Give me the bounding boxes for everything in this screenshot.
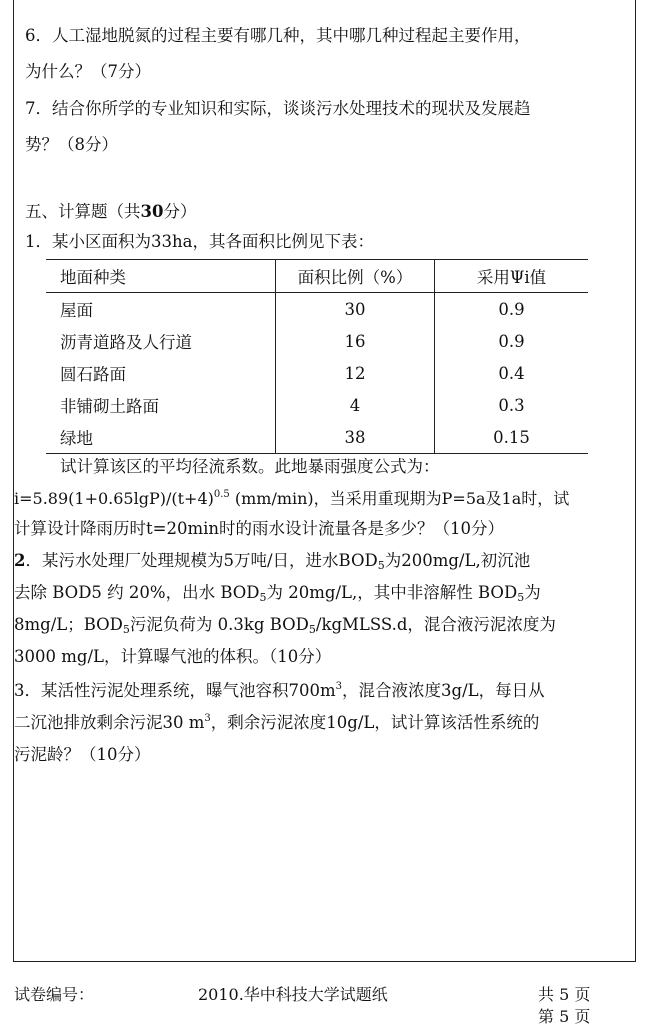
total-pages: 共 5 页 xyxy=(538,985,591,1004)
superscript: 3 xyxy=(335,681,343,692)
header-runoff-coefficient: 采用Ψi值 xyxy=(435,260,589,293)
table-row xyxy=(46,421,588,454)
question-7-line-2: 势？（8分） xyxy=(25,135,118,154)
cell-runoff-coefficient: 0.9 xyxy=(435,293,589,326)
cell-area-ratio: 38 xyxy=(276,421,435,454)
subscript: 5 xyxy=(517,591,525,604)
subscript: 5 xyxy=(308,623,316,636)
calc-3-line-1 xyxy=(14,680,545,702)
cell-surface-type: 圆石路面 xyxy=(60,365,126,384)
cell-runoff-coefficient: 0.3 xyxy=(435,389,589,421)
calc-3-line-3: 污泥龄？（10分） xyxy=(14,745,151,764)
calc-2-text: 为200mg/L,初沉池 xyxy=(384,551,531,570)
cell-area-ratio: 12 xyxy=(276,357,435,389)
section-5-score: 30 xyxy=(140,202,164,221)
cell-area-ratio: 30 xyxy=(276,293,435,326)
current-page: 第 5 页 xyxy=(538,1007,591,1026)
calc-2-text: /kgMLSS.d，混合液污泥浓度为 xyxy=(315,615,556,634)
calc-2-text: 去除 BOD5 约 20%，出水 BOD xyxy=(14,583,260,602)
calc-2-line-3 xyxy=(14,614,556,636)
section-5-title-prefix: 五、计算题（共 xyxy=(25,202,141,221)
cell-runoff-coefficient: 0.15 xyxy=(435,421,589,454)
area-ratio-table xyxy=(46,259,588,454)
calc-3-text: 二沉池排放剩余污泥30 m xyxy=(14,713,205,732)
calc-2-text: ．某污水处理厂处理规模为5万吨/日，进水BOD xyxy=(25,551,378,570)
cell-surface-type: 非铺砌土路面 xyxy=(60,397,159,416)
question-6-line-1: 6．人工湿地脱氮的过程主要有哪几种，其中哪几种过程起主要作用， xyxy=(25,26,531,45)
table-header-row xyxy=(46,260,588,293)
calc-2-text: 污泥负荷为 0.3kg BOD xyxy=(129,615,309,634)
calc-2-line-4: 3000 mg/L，计算曝气池的体积。（10分） xyxy=(14,647,332,666)
calc-3-text: ，剩余污泥浓度10g/L，试计算该活性系统的 xyxy=(210,713,540,732)
table-row xyxy=(46,357,588,389)
calc-3-text: ，混合液浓度3g/L，每日从 xyxy=(342,681,545,700)
question-7-line-1: 7．结合你所学的专业知识和实际，谈谈污水处理技术的现状及发展趋 xyxy=(25,99,531,118)
table-row xyxy=(46,389,588,421)
calc-2-line-1 xyxy=(14,550,530,572)
cell-surface-type: 绿地 xyxy=(46,421,276,454)
cell-surface-type: 沥青道路及人行道 xyxy=(60,333,192,352)
calc-1-formula-line xyxy=(14,488,569,510)
calc-3-text: 3．某活性污泥处理系统，曝气池容积700m xyxy=(14,681,336,700)
calc-2-line-2 xyxy=(14,582,541,604)
header-area-ratio: 面积比例（%） xyxy=(276,260,435,293)
superscript: 3 xyxy=(204,713,211,724)
cell-area-ratio: 16 xyxy=(276,325,435,357)
exam-number-label: 试卷编号： xyxy=(14,985,95,1004)
cell-surface-type: 屋面 xyxy=(60,301,93,320)
section-5-title-suffix: 分） xyxy=(163,202,197,221)
formula-exponent: 0.5 xyxy=(213,489,230,500)
subscript: 5 xyxy=(377,559,385,572)
formula-continuation: (mm/min)，当采用重现期为P=5a及1a时，试 xyxy=(229,489,570,508)
subscript: 5 xyxy=(122,623,130,636)
school-name: 2010.华中科技大学试题纸 xyxy=(198,985,388,1004)
cell-runoff-coefficient: 0.9 xyxy=(435,325,589,357)
formula-text: i=5.89(1+0.65lgP)/(t+4) xyxy=(14,489,214,508)
question-6-line-2: 为什么？（7分） xyxy=(25,62,151,81)
calc-1-line-1: 试计算该区的平均径流系数。此地暴雨强度公式为： xyxy=(60,457,440,476)
calc-2-text: 为 xyxy=(524,583,541,602)
cell-area-ratio: 4 xyxy=(276,389,435,421)
calc-2-text: 为 20mg/L,，其中非溶解性 BOD xyxy=(266,583,518,602)
header-surface-type: 地面种类 xyxy=(46,260,276,293)
table-row xyxy=(46,325,588,357)
calc-3-line-2 xyxy=(14,712,539,734)
table-row xyxy=(46,293,588,326)
cell-runoff-coefficient: 0.4 xyxy=(435,357,589,389)
calc-2-text: 8mg/L；BOD xyxy=(14,615,123,634)
section-5-title xyxy=(25,201,196,223)
subscript: 5 xyxy=(259,591,267,604)
calc-2-number: 2 xyxy=(14,551,26,570)
calc-1-line-3: 计算设计降雨历时t=20min时的雨水设计流量各是多少？（10分） xyxy=(14,519,504,538)
calc-1-intro: 1．某小区面积为33ha，其各面积比例见下表： xyxy=(25,232,374,251)
